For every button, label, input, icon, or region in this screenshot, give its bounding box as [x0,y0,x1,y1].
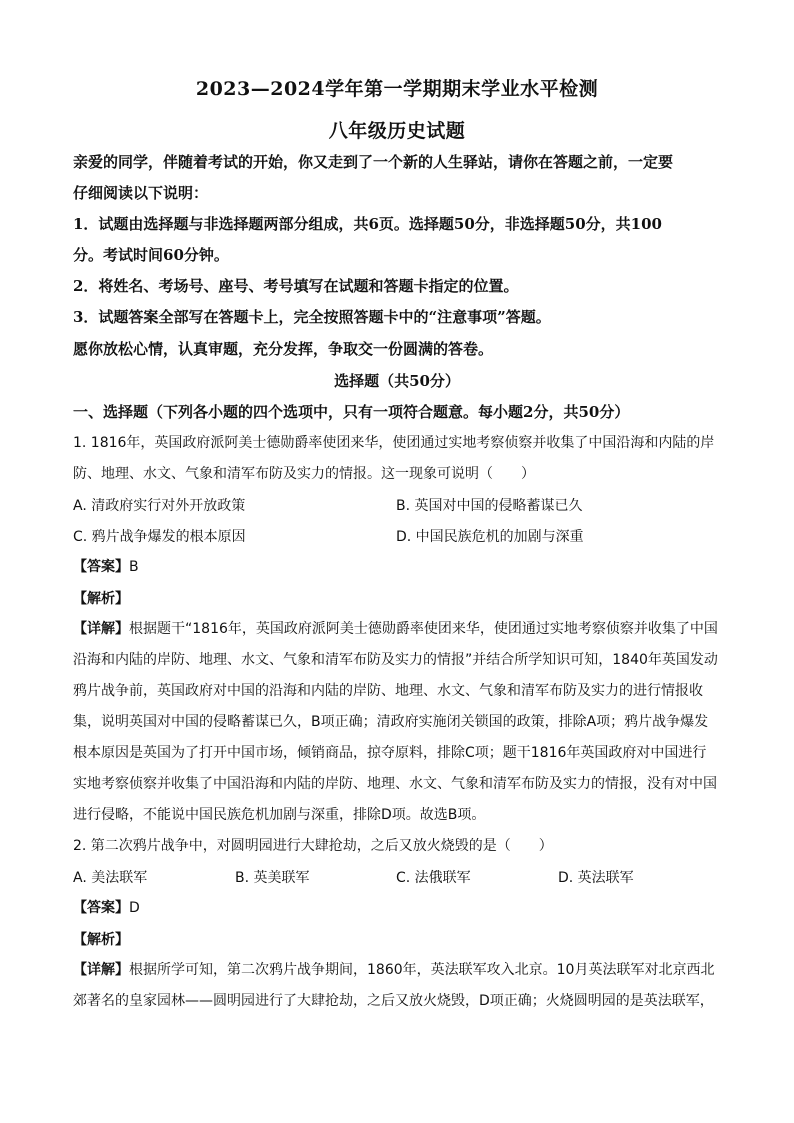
q1-answer-value: B [129,559,139,575]
q2-analysis-tag: 【解析】 [73,932,129,948]
intro-line-6: 3．试题答案全部写在答题卡上，完全按照答题卡中的“注意事项”答题。 [73,308,551,326]
q2-option-a: A. 美法联军 [73,870,148,886]
q1-option-b: B. 英国对中国的侵略蓄谋已久 [396,498,583,514]
q1-detail-line-6: 实地考察侦察并收集了中国沿海和内陆的岸防、地理、水文、气象和清军布防及实力的情报，没有对中国 [73,776,717,792]
q1-option-a: A. 清政府实行对外开放政策 [73,498,246,514]
q1-detail-line-7: 进行侵略，不能说中国民族危机加剧与深重，排除D项。故选B项。 [73,807,486,823]
intro-line-4: 分。考试时间60分钟。 [73,246,229,264]
q2-detail-tag: 【详解】 [73,962,129,978]
intro-line-3: 1．试题由选择题与非选择题两部分组成，共6页。选择题50分，非选择题50分，共100 [73,215,662,233]
q2-option-b: B. 英美联军 [235,870,310,886]
q1-stem-line-2: 防、地理、水文、气象和清军布防及实力的情报。这一现象可说明（ ） [73,466,535,482]
q1-analysis-tag: 【解析】 [73,591,129,607]
q2-analysis [73,929,728,950]
q2-detail-line-2: 郊著名的皇家园林——圆明园进行了大肆抢劫，之后又放火烧毁，D项正确；火烧圆明园的是英法联军， [73,993,714,1009]
q1-detail-text-1: 根据题干“1816年，英国政府派阿美士德勋爵率使团来华，使团通过实地考察侦察并收集了中国 [129,621,718,637]
q1-option-c: C. 鸦片战争爆发的根本原因 [73,529,246,545]
q1-detail-line-4: 集，说明英国对中国的侵略蓄谋已久，B项正确；清政府实施闭关锁国的政策，排除A项；鸦片战争爆发 [73,714,709,730]
q2-answer [73,898,728,918]
q1-answer [73,557,728,577]
q1-detail-line-5: 根本原因是英国为了打开中国市场，倾销商品，掠夺原料，排除C项；题干1816年英国政府对中国进行 [73,745,707,761]
exam-subtitle: 八年级历史试题 [328,120,466,142]
q1-detail-line-3: 鸦片战争前，英国政府对中国的沿海和内陆的岸防、地理、水文、气象和清军布防及实力的进行情报收 [73,683,703,699]
intro-line-7: 愿你放松心情，认真审题，充分发挥，争取交一份圆满的答卷。 [73,340,494,358]
q2-answer-value: D [129,900,140,916]
intro-line-5: 2．将姓名、考场号、座号、考号填写在试题和答题卡指定的位置。 [73,277,519,295]
q2-detail-line-1 [73,960,728,980]
q2-option-d: D. 英法联军 [558,870,634,886]
q1-analysis [73,588,728,609]
q1-detail-tag: 【详解】 [73,621,129,637]
section-heading: 选择题（共50分） [334,372,460,390]
q1-answer-tag: 【答案】 [73,559,129,575]
q2-stem: 2. 第二次鸦片战争中，对圆明园进行大肆抢劫，之后又放火烧毁的是（ ） [73,838,553,854]
q1-detail-line-1 [73,619,728,639]
q2-detail-text-1: 根据所学可知，第二次鸦片战争期间，1860年，英法联军攻入北京。10月英法联军对北京西北 [129,962,715,978]
exam-title: 2023—2024学年第一学期期末学业水平检测 [195,78,599,100]
intro-line-2: 仔细阅读以下说明： [73,184,209,202]
section-instruction: 一、选择题（下列各小题的四个选项中，只有一项符合题意。每小题2分，共50分） [73,403,630,421]
q2-answer-tag: 【答案】 [73,900,129,916]
q1-stem-line-1: 1. 1816年，英国政府派阿美士德勋爵率使团来华，使团通过实地考察侦察并收集了中国沿海和内陆的岸 [73,435,715,451]
q2-option-c: C. 法俄联军 [396,870,471,886]
intro-line-1: 亲爱的同学，伴随着考试的开始，你又走到了一个新的人生驿站，请你在答题之前，一定要 [73,153,674,171]
q1-option-d: D. 中国民族危机的加剧与深重 [396,529,584,545]
q1-detail-line-2: 沿海和内陆的岸防、地理、水文、气象和清军布防及实力的情报”并结合所学知识可知，1840年英国发动 [73,652,718,668]
